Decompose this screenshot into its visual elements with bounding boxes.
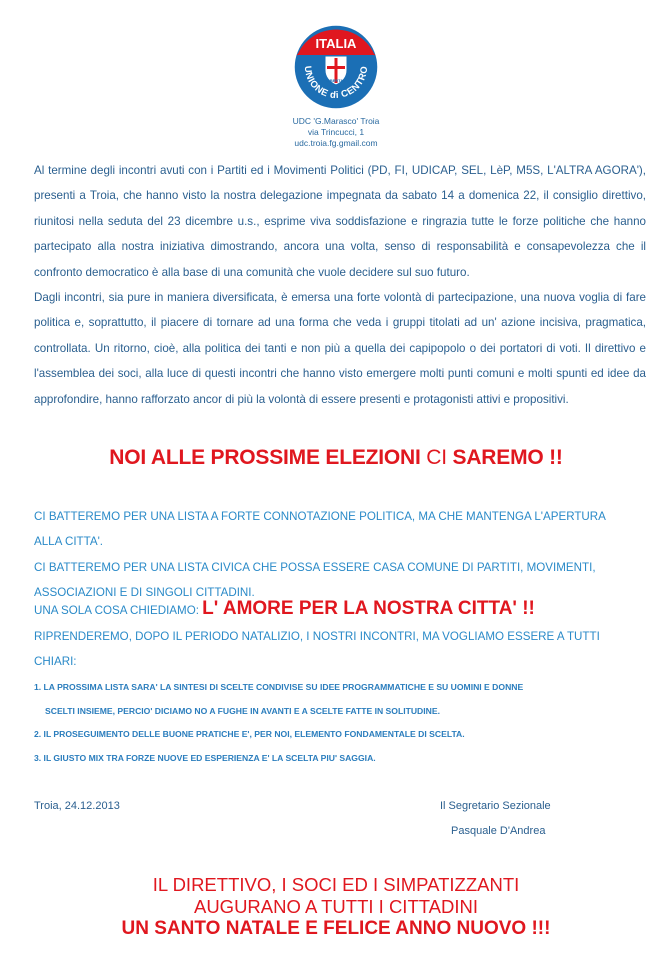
statement-2-line-1: CI BATTEREMO PER UNA LISTA CIVICA CHE POSSA ESSERE CASA COMUNE DI PARTITI, MOVIMENTI, — [34, 561, 596, 574]
street-address: via Trincucci, 1 — [307, 127, 365, 137]
statement-political-list — [34, 504, 646, 555]
point-2: 2. IL PROSEGUIMENTO DELLE BUONE PRATICHE E', PER NOI, ELEMENTO FONDAMENTALE DI SCELTA. — [34, 729, 465, 739]
body-paragraph-1: Al termine degli incontri avuti con i Partiti ed i Movimenti Politici (PD, FI, UDICAP, SEL, LèP, M5S, L'ALTRA AGORA'), presenti a Troia, che hanno visto la nostra delegazione impegnata da sabato 14 a domenica 22, il consiglio direttivo, riunitosi nella seduta del 23 dicembre u.s., esprime viva soddisfazione e ringrazia tutte le forze politiche che hanno partecipato alla nostra iniziativa dimostrando, ancora una volta, senso di responsabilità e consapevolezza che il confronto democratico è alla base di una comunità che vuole decidere sul suo futuro. — [34, 164, 646, 279]
body-paragraph-2: Dagli incontri, sia pure in maniera diversificata, è emersa una forte volontà di partecipazione, una nuova voglia di fare politica e, soprattutto, il piacere di tornare ad una forma che veda i gruppi titolati ad un' azione incisiva, pragmatica, controllata. Un ritorno, cioè, alla politica dei tanti e non più a quella dei capipopolo o dei portatori di voti. Il direttivo e l'assemblea dei soci, alla luce di questi incontri che hanno visto emergere molti punti comuni e molti spunti ed idee da approfondire, hanno rafforzato ancor di più la volontà di essere presenti e protagonisti attivi e propositivi. — [34, 291, 646, 406]
greeting-line-2: AUGURANO A TUTTI I CITTADINI — [193, 896, 479, 917]
greeting-line-1: IL DIRETTIVO, I SOCI ED I SIMPATIZZANTI — [152, 874, 520, 895]
election-headline — [0, 446, 672, 470]
numbered-points — [34, 676, 654, 770]
email-address: udc.troia.fg.gmail.com — [294, 138, 378, 148]
statement-4-line-2: CHIARI: — [34, 655, 77, 669]
statement-3-emphasis: L' AMORE PER LA NOSTRA CITTA' !! — [202, 598, 535, 619]
statement-resume-meetings — [34, 624, 646, 675]
statement-1-line-1: CI BATTEREMO PER UNA LISTA A FORTE CONNOTAZIONE POLITICA, MA CHE MANTENGA L'APERTURA — [34, 510, 606, 523]
point-1-line-1: 1. LA PROSSIMA LISTA SARA' LA SINTESI DI SCELTE CONDIVISE SU IDEE PROGRAMMATICHE E SU UOMINI E DONNE — [34, 682, 524, 692]
greeting-line-3: UN SANTO NATALE E FELICE ANNO NUOVO !!! — [121, 918, 551, 939]
headline-part-1: NOI ALLE PROSSIME ELEZIONI — [109, 446, 427, 469]
logo-top-text: ITALIA — [315, 36, 357, 51]
headline-part-3: SAREMO !! — [452, 446, 563, 469]
point-1-line-2: SCELTI INSIEME, PERCIO' DICIAMO NO A FUGHE IN AVANTI E A SCELTE FATTE IN SOLITUDINE. — [45, 705, 440, 716]
signatory-name: Pasquale D'Andrea — [451, 825, 546, 837]
section-name: UDC 'G.Marasco' Troia — [292, 116, 380, 126]
udc-logo — [293, 24, 379, 110]
signatory-role: Il Segretario Sezionale — [440, 800, 551, 812]
point-3: 3. IL GIUSTO MIX TRA FORZE NUOVE ED ESPERIENZA E' LA SCELTA PIU' SAGGIA. — [34, 752, 376, 763]
letter-body — [34, 158, 646, 412]
statement-love-city — [34, 596, 646, 623]
place-date: Troia, 24.12.2013 — [34, 800, 120, 812]
logo-shield-text: LIBERTAS — [326, 78, 346, 83]
headline-part-2: CI — [426, 446, 453, 469]
statement-2-line-2: ASSOCIAZIONI E DI SINGOLI CITTADINI. — [34, 586, 255, 600]
logo-ring-text: UNIONE di CENTRO — [301, 65, 371, 102]
statement-4-line-1: RIPRENDEREMO, DOPO IL PERIODO NATALIZIO, I NOSTRI INCONTRI, MA VOGLIAMO ESSERE A TUTTI — [34, 630, 600, 643]
statement-1-line-2: ALLA CITTA'. — [34, 535, 104, 549]
statement-3-lead: UNA SOLA COSA CHIEDIAMO: — [34, 604, 203, 617]
party-address — [236, 116, 436, 149]
